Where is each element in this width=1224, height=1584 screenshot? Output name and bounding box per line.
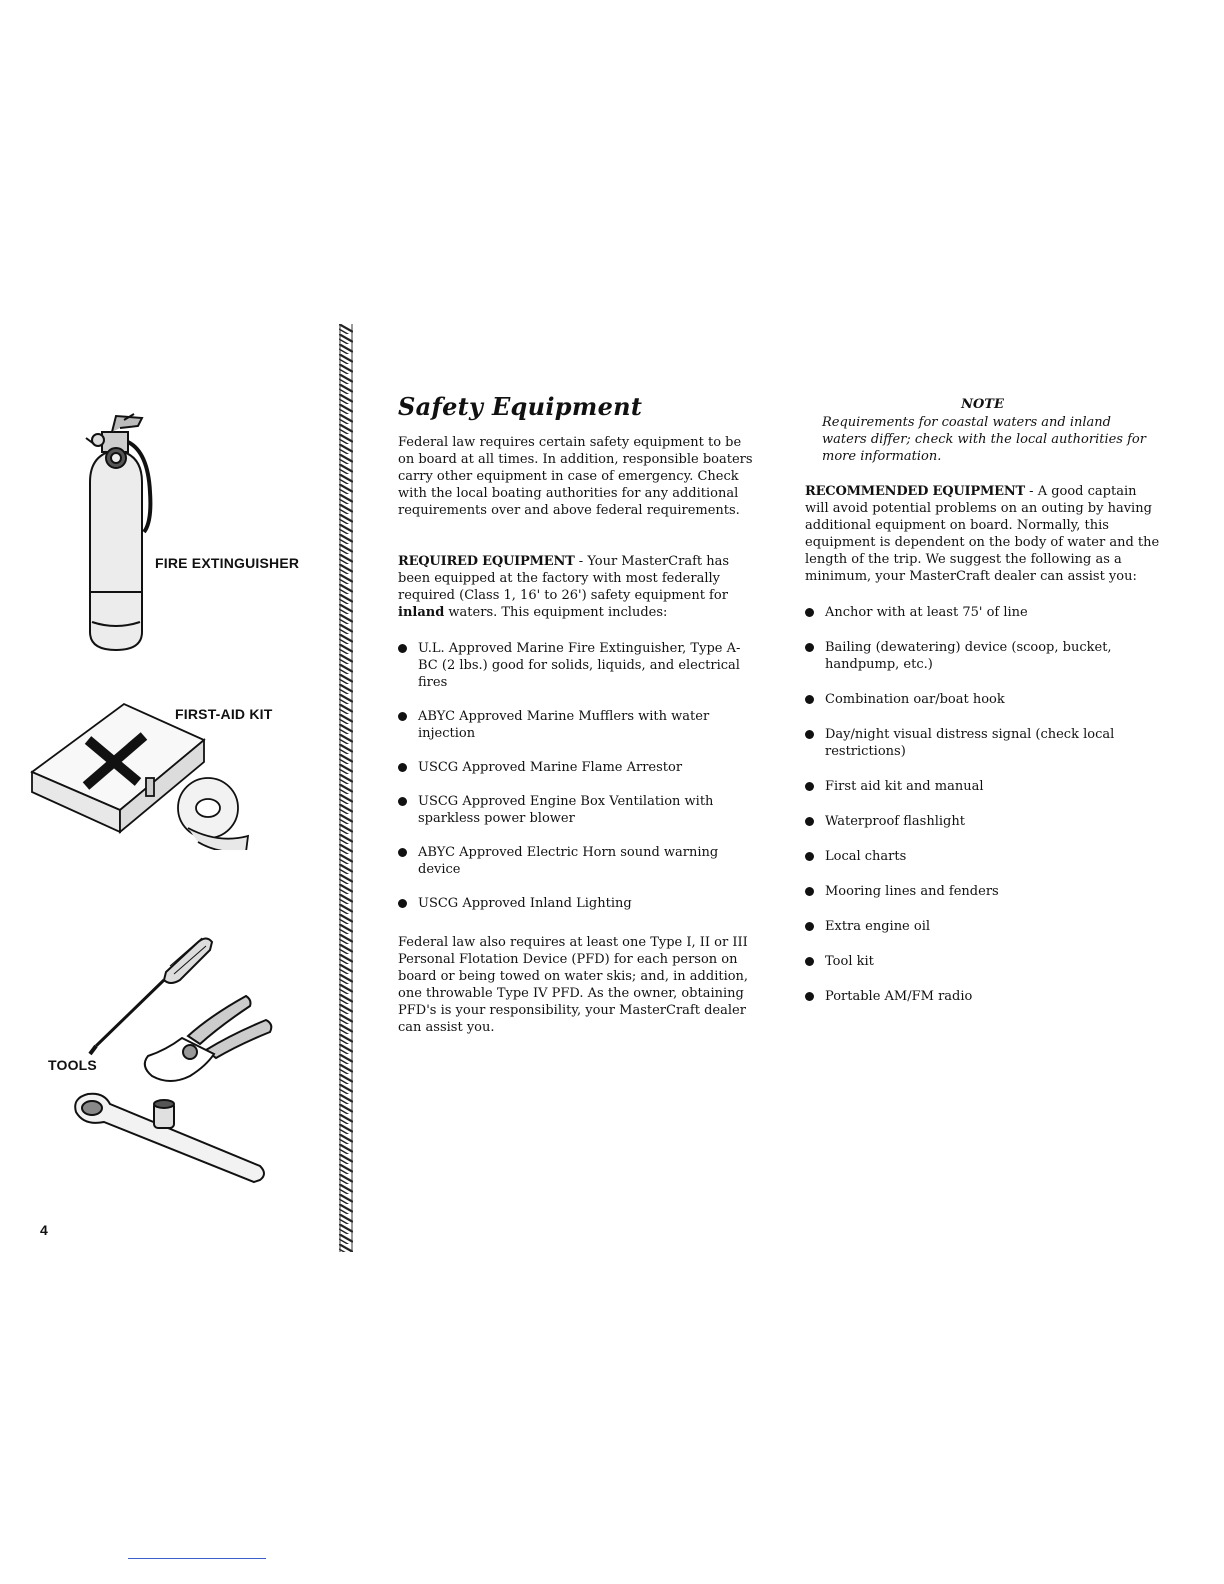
list-item: Tool kit [805,953,1145,970]
required-equipment-paragraph [398,553,758,621]
list-item: First aid kit and manual [805,778,1145,795]
footer-rule [128,1558,266,1559]
required-text-after: waters. This equipment includes: [444,605,668,620]
page-title: Safety Equipment [398,392,643,421]
first-aid-kit-illustration [28,700,258,850]
list-item: Mooring lines and fenders [805,883,1145,900]
list-item: Bailing (dewatering) device (scoop, bucket, handpump, etc.) [805,639,1145,673]
required-equipment-list [398,640,748,912]
intro-paragraph: Federal law requires certain safety equipment to be on board at all times. In addition, responsible boaters carry other equipment in case of emergency. Check with the local boating authorities for any additional requirements over and above federal requirements. [398,435,753,518]
rope-divider [336,324,358,1252]
required-equipment-heading: REQUIRED EQUIPMENT [398,554,575,569]
list-item: Waterproof flashlight [805,813,1145,830]
page-number: 4 [40,1222,48,1238]
required-text-before: - Your MasterCraft has been equipped at the factory with most federally required (Class 1, 16' to 26') safety equipment for [398,554,730,603]
recommended-text: - A good captain will avoid potential problems on an outing by having additional equipment on board. Normally, this equipment is dependent on the body of water and the length of the trip. We suggest the following as a minimum, your MasterCraft dealer can assist you: [805,484,1160,584]
required-bold-word: inland [398,605,445,620]
recommended-equipment-list [805,604,1145,1005]
pfd-paragraph: Federal law also requires at least one Type I, II or III Personal Flotation Device (PFD) for each person on board or being towed on water skis; and, in addition, one throwable Type IV PFD. As the owner, obtaining PFD's is your responsibility, your MasterCraft dealer can assist you. [398,935,749,1035]
list-item: Anchor with at least 75' of line [805,604,1145,621]
tools-illustration [70,926,280,1186]
note-title: NOTE [961,397,1004,412]
fire-extinguisher-label: FIRE EXTINGUISHER [155,555,300,571]
list-item: Local charts [805,848,1145,865]
list-item: U.L. Approved Marine Fire Extinguisher, Type A-BC (2 lbs.) good for solids, liquids, and electrical fires [398,640,748,691]
list-item: USCG Approved Marine Flame Arrestor [398,759,748,776]
list-item: Day/night visual distress signal (check local restrictions) [805,726,1145,760]
note-text: Requirements for coastal waters and inland waters differ; check with the local authorities for more information. [822,415,1146,464]
fire-extinguisher-illustration [76,412,176,662]
list-item: Extra engine oil [805,918,1145,935]
list-item: USCG Approved Engine Box Ventilation with sparkless power blower [398,793,748,827]
recommended-equipment-paragraph [805,483,1163,585]
tools-label: TOOLS [48,1057,97,1073]
first-aid-kit-label: FIRST-AID KIT [175,706,273,722]
list-item: ABYC Approved Marine Mufflers with water injection [398,708,748,742]
list-item: ABYC Approved Electric Horn sound warning device [398,844,748,878]
list-item: USCG Approved Inland Lighting [398,895,748,912]
list-item: Portable AM/FM radio [805,988,1145,1005]
list-item: Combination oar/boat hook [805,691,1145,708]
recommended-equipment-heading: RECOMMENDED EQUIPMENT [805,484,1026,499]
